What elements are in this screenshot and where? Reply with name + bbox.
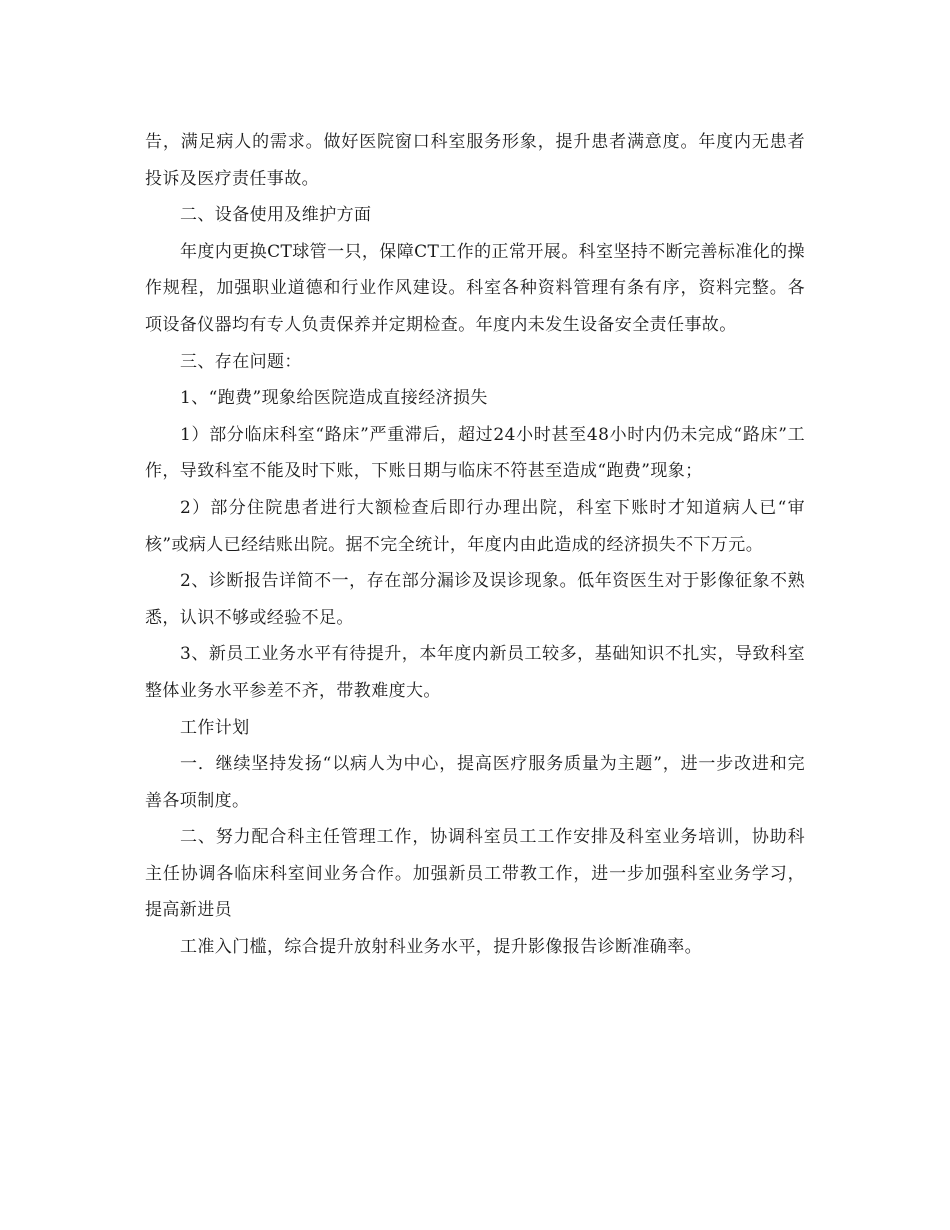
problem-subitem-2: 2）部分住院患者进行大额检查后即行办理出院，科室下账时才知道病人已“审核”或病人已经结账出院。据不完全统计，年度内由此造成的经济损失不下万元。 xyxy=(145,497,805,555)
plan-item-1: 一．继续坚持发扬“以病人为中心，提高医疗服务质量为主题”，进一步改进和完善各项制度。 xyxy=(145,754,805,811)
heading-problems: 三、存在问题： xyxy=(180,351,302,372)
problem-item-1: 1、“跑费”现象给医院造成直接经济损失 xyxy=(180,388,488,409)
plan-item-2: 二、努力配合科主任管理工作，协调科室员工工作安排及科室业务培训，协助科主任协调各临床科室间业务合作。加强新员工带教工作，进一步加强科室业务学习，提高新进员 xyxy=(145,827,805,921)
document-page xyxy=(145,124,805,966)
problem-item-2: 2、诊断报告详简不一，存在部分漏诊及误诊现象。低年资医生对于影像征象不熟悉，认识不够或经验不足。 xyxy=(145,571,805,628)
paragraph-continuation: 告，满足病人的需求。做好医院窗口科室服务形象，提升患者满意度。年度内无患者投诉及医疗责任事故。 xyxy=(145,132,805,189)
heading-work-plan: 工作计划 xyxy=(180,717,250,738)
heading-equipment: 二、设备使用及维护方面 xyxy=(180,205,372,226)
problem-subitem-1: 1）部分临床科室“路床”严重滞后，超过24小时甚至48小时内仍未完成“路床”工作，导致科室不能及时下账，下账日期与临床不符甚至造成“跑费”现象； xyxy=(145,424,805,482)
plan-item-2-continuation: 工准入门槛，综合提升放射科业务水平，提升影像报告诊断准确率。 xyxy=(180,937,702,958)
paragraph-equipment: 年度内更换CT球管一只，保障CT工作的正常开展。科室坚持不断完善标准化的操作规程，加强职业道德和行业作风建设。科室各种资料管理有条有序，资料完整。各项设备仪器均有专人负责保养并定期检查。年度内未发生设备安全责任事故。 xyxy=(145,241,805,335)
problem-item-3: 3、新员工业务水平有待提升，本年度内新员工较多，基础知识不扎实，导致科室整体业务水平参差不齐，带教难度大。 xyxy=(145,644,805,701)
